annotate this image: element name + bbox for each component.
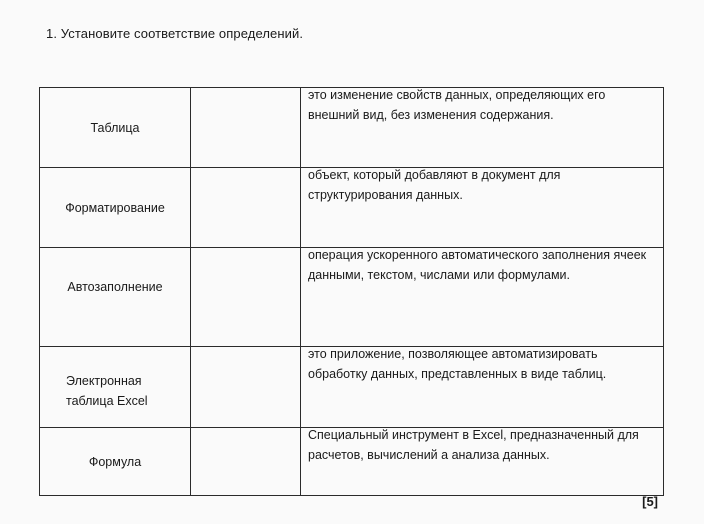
table-row xyxy=(40,347,664,428)
term-cell xyxy=(40,88,191,168)
answer-cell[interactable] xyxy=(191,88,301,168)
answer-cell[interactable] xyxy=(191,168,301,248)
definition-text: операция ускоренного автоматического заполнения ячеек данными, текстом, числами или формулами. xyxy=(308,248,647,282)
definition-text: Специальный инструмент в Excel, предназначенный для расчетов, вычислений а анализа данных. xyxy=(308,428,639,462)
definition-text: это приложение, позволяющее автоматизировать обработку данных, представленных в виде таблиц. xyxy=(308,347,607,381)
table-row xyxy=(40,248,664,347)
matching-table xyxy=(39,87,664,496)
definition-cell xyxy=(301,347,664,428)
term-cell xyxy=(40,248,191,347)
term-label: Автозаполнение xyxy=(67,280,163,294)
term-cell xyxy=(40,428,191,496)
points-badge: [5] xyxy=(642,494,658,509)
answer-cell[interactable] xyxy=(191,248,301,347)
term-cell xyxy=(40,347,191,428)
table-row xyxy=(40,168,664,248)
definition-text: объект, который добавляют в документ для структурирования данных. xyxy=(308,168,561,202)
answer-cell[interactable] xyxy=(191,428,301,496)
term-label: Электронная таблица Excel xyxy=(66,374,148,408)
task-title: 1. Установите соответствие определений. xyxy=(46,26,304,41)
table-row xyxy=(40,428,664,496)
answer-cell[interactable] xyxy=(191,347,301,428)
term-label: Формула xyxy=(88,454,142,469)
definition-cell xyxy=(301,248,664,347)
definition-cell xyxy=(301,88,664,168)
definition-cell xyxy=(301,168,664,248)
definition-text: это изменение свойств данных, определяющих его внешний вид, без изменения содержания. xyxy=(308,88,606,122)
term-cell xyxy=(40,168,191,248)
term-label: Форматирование xyxy=(65,200,165,215)
definition-cell xyxy=(301,428,664,496)
term-label: Таблица xyxy=(90,120,140,135)
table-row xyxy=(40,88,664,168)
